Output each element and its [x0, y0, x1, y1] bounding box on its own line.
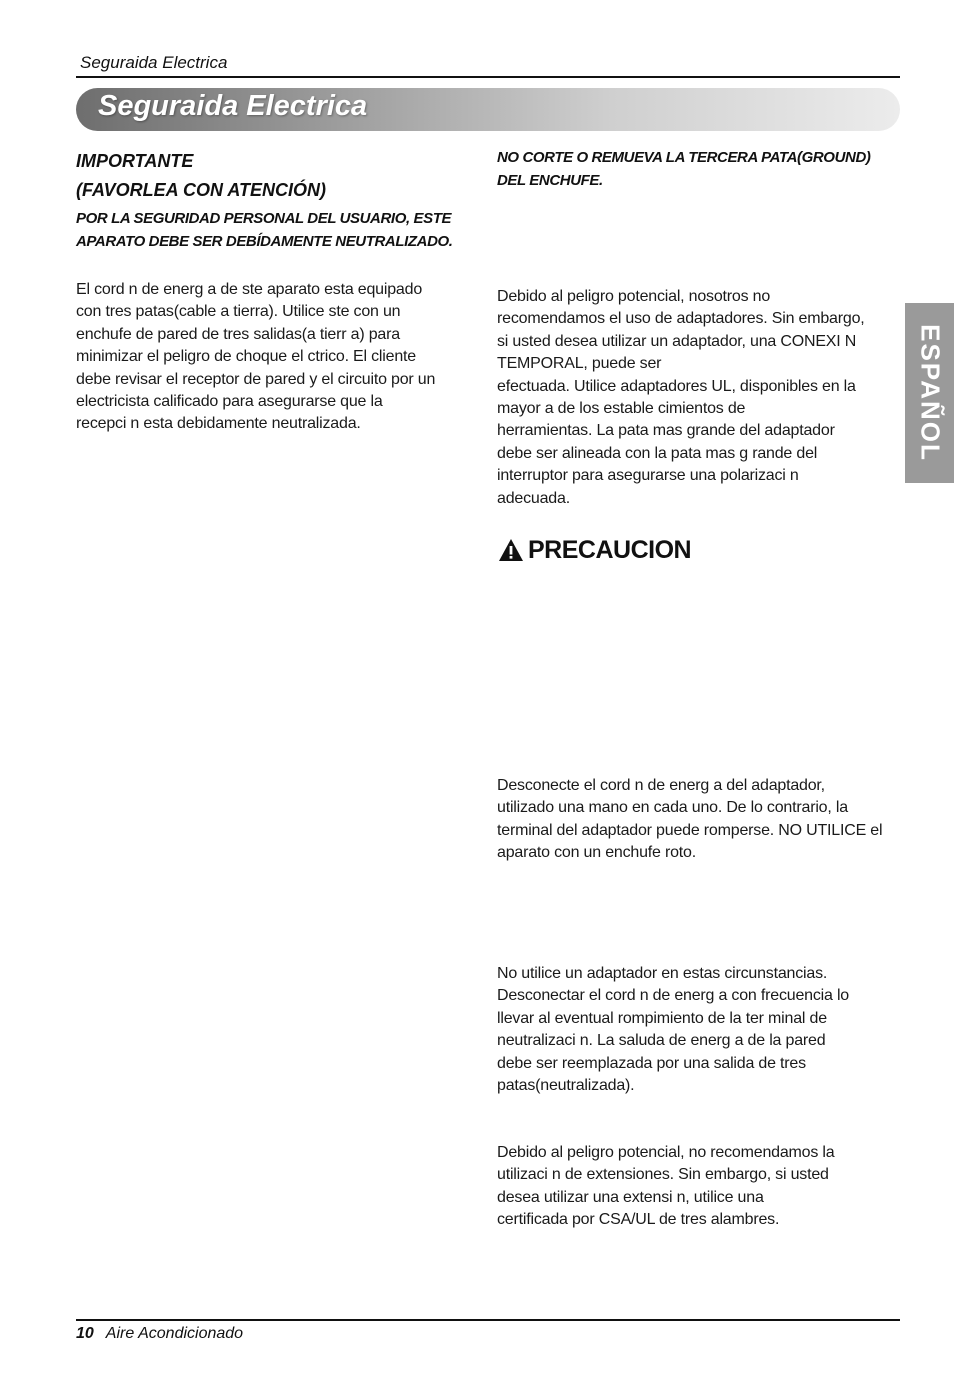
page-number: 10 — [76, 1325, 94, 1342]
language-tab — [905, 303, 954, 483]
important-heading — [76, 147, 326, 205]
caution-label: PRECAUCION — [528, 535, 692, 564]
no-adapter-paragraph: No utilice un adaptador en estas circunstancias. Desconectar el cord n de energ a con frecuencia lo llevar al eventual rompimiento de la ter minal de neutralizaci n. La saluda de energ a de la pared debe ser reemplazada por una salida de tres patas(neutralizada). — [497, 965, 849, 1095]
language-tab-label: ESPAÑOL — [915, 324, 945, 462]
no-cut-warning: NO CORTE O REMUEVA LA TERCERA PATA(GROUND) DEL ENCHUFE. — [497, 149, 871, 189]
read-carefully-label: (FAVORLEA CON ATENCIÓN) — [76, 180, 326, 200]
grounding-paragraph: El cord n de energ a de ste aparato esta equipado con tres patas(cable a tierra). Utilice ste con un enchufe de pared de tres salidas(a tierr a) para minimizar el peligro de choque el ctrico. El cliente debe revisar el receptor de pared y el circuito por un electricista calificado para asegurarse que la recepci n esta debidamente neutralizada. — [76, 281, 436, 433]
product-name: Aire Acondicionado — [105, 1325, 244, 1342]
section-title-bar — [76, 88, 900, 131]
important-label: IMPORTANTE — [76, 151, 194, 171]
adapter-paragraph: Debido al peligro potencial, nosotros no recomendamos el uso de adaptadores. Sin embargo, si usted desea utilizar un adaptador, una CONEXI N TEMPORAL, puede ser efectuada. Utilice adaptadores UL, disponibles en la mayor a de los estable cimientos de herramientas. La pata mas grande del adaptador debe ser alineada con la pata mas g rande del interruptor para asegurarse una polarizaci n adecuada. — [497, 288, 865, 507]
section-title: Seguraida Electrica — [98, 90, 368, 122]
caution-heading — [498, 534, 691, 566]
extension-paragraph: Debido al peligro potencial, no recomendamos la utilizaci n de extensiones. Sin embargo, si usted desea utilizar una extensi n, utilice una certificada por CSA/UL de tres alambres. — [497, 1144, 835, 1229]
safety-note: POR LA SEGURIDAD PERSONAL DEL USUARIO, ESTE APARATO DEBE SER DEBÍDAMENTE NEUTRALIZADO. — [76, 210, 453, 250]
running-header: Seguraida Electrica — [80, 53, 228, 72]
disconnect-paragraph: Desconecte el cord n de energ a del adaptador, utilizado una mano en cada uno. De lo contrario, la terminal del adaptador puede romperse. NO UTILICE el aparato con un enchufe roto. — [497, 777, 883, 862]
footer-rule — [76, 1319, 900, 1321]
footer — [76, 1325, 243, 1343]
header-rule — [76, 76, 900, 78]
warning-triangle-icon — [498, 538, 524, 562]
